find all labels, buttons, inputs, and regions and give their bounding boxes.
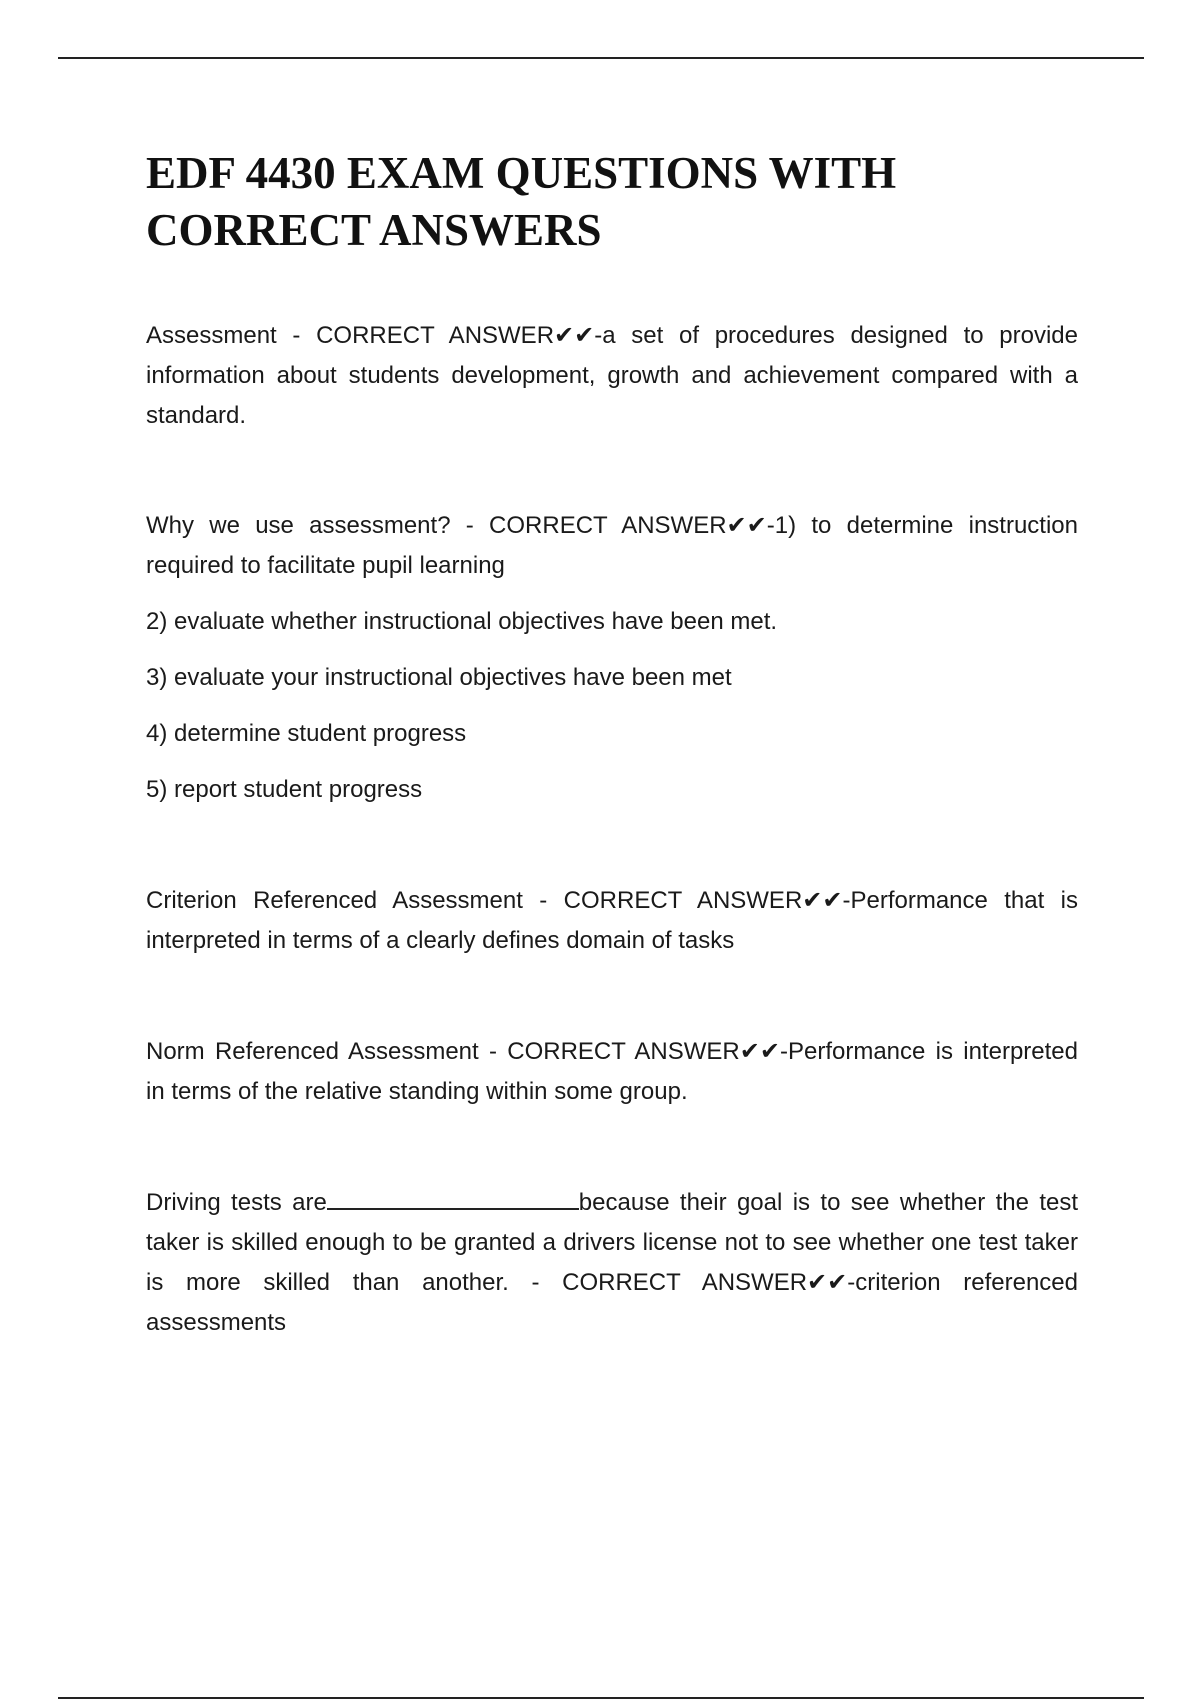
document-title: EDF 4430 EXAM QUESTIONS WITH CORRECT ANSWERS	[146, 148, 897, 255]
qa-text	[146, 1183, 1078, 1343]
header-rule	[58, 57, 1144, 59]
qa-text: Criterion Referenced Assessment - CORRECT ANSWER✔✔-Performance that is interpreted in terms of a clearly defines domain of tasks	[146, 887, 1078, 954]
document-body	[146, 145, 1078, 1414]
fill-in-blank	[327, 1184, 579, 1210]
qa-text-before-blank: Driving tests are	[146, 1189, 327, 1216]
qa-item-why-assessment	[146, 506, 1078, 810]
list-item: 3) evaluate your instructional objectives have been met	[146, 664, 732, 691]
footer-rule	[58, 1697, 1144, 1699]
qa-item-assessment	[146, 316, 1078, 436]
list-item: 2) evaluate whether instructional objectives have been met.	[146, 608, 778, 635]
qa-item-criterion	[146, 881, 1078, 961]
list-item: 4) determine student progress	[146, 720, 467, 747]
qa-text-after-blank: because their goal is to see whether the test taker is skilled enough to be granted a drivers license not to see whether one test taker is more skilled than another. - CORRECT ANSWER✔✔-criterion referenced assessments	[146, 1189, 1079, 1336]
qa-item-norm	[146, 1032, 1078, 1112]
qa-item-driving-tests	[146, 1183, 1078, 1343]
list-item: 5) report student progress	[146, 776, 423, 803]
qa-text: Why we use assessment? - CORRECT ANSWER✔✔-1) to determine instruction required to facilitate pupil learning	[146, 512, 1078, 579]
qa-text: Norm Referenced Assessment - CORRECT ANSWER✔✔-Performance is interpreted in terms of the relative standing within some group.	[146, 1038, 1078, 1105]
qa-text: Assessment - CORRECT ANSWER✔✔-a set of procedures designed to provide information about students development, growth and achievement compared with a standard.	[146, 322, 1078, 429]
